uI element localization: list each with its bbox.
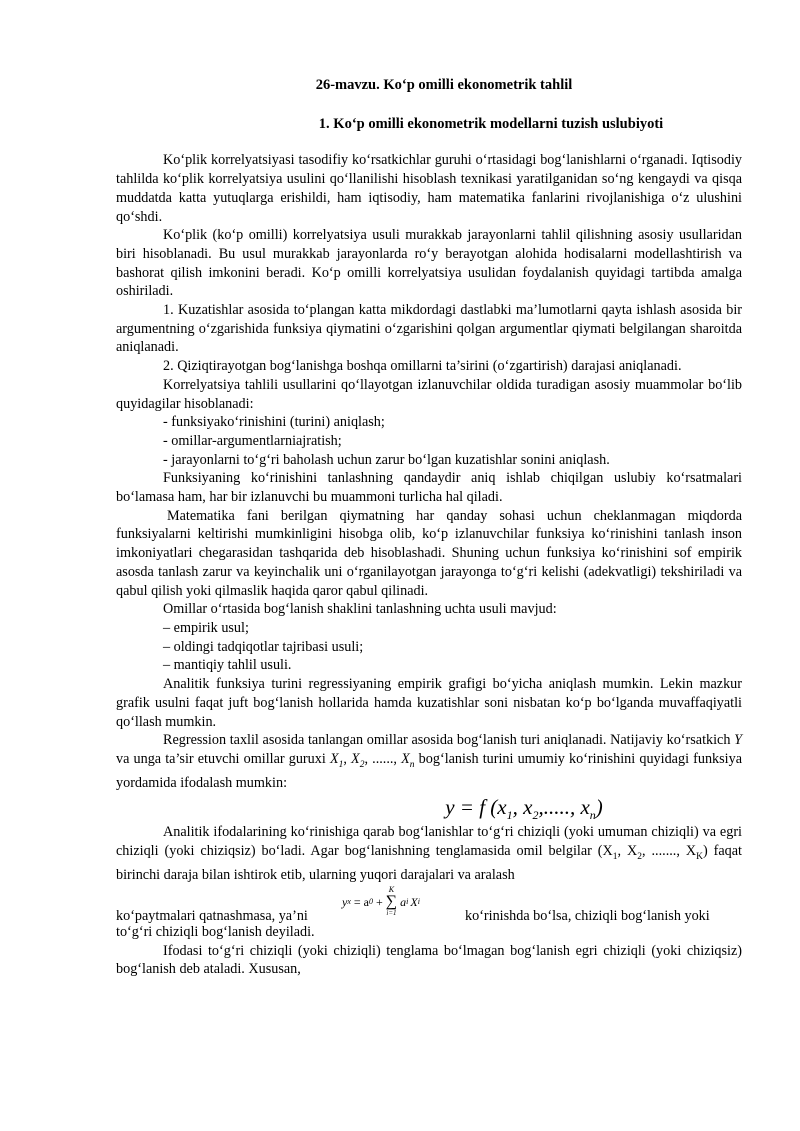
paragraph: Matematika fani berilgan qiymatning har qanday sohasi uchun cheklanmagan miqdorda funksiyalarni keltirishi mumkinligini hisobga olib, ko‘p izlanuvchilar funksiya ko‘rinishini tanlash inson imkoniyatlari chegarasidan tashqarida deb hisoblashadi. Shuning uchun funksiya ko‘rinishini sof empirik asosda tanlash zarur va keyinchalik uni o‘rganilayotgan jarayonga to‘g‘ri kelishi (adekvatligi) tekshiriladi va qabul qilish yoki qilmaslik haqida qaror qabul qilinadi.: [116, 507, 742, 599]
subscript: 1: [612, 851, 618, 862]
text-run: bog‘lanish turini umumiy ko‘rinishini quyidagi funksiya yordamida ifodalash mumkin:: [116, 750, 743, 792]
paragraph-analytic: [116, 823, 742, 885]
text-run: Analitik ifodalarining ko‘rinishiga qarab bog‘lanishlar to‘g‘ri chiziqli (yoki umuman chiziqli) va egri chiziqli (yoki chiziqsiz) bo‘ladi. Agar bog‘lanishning tenglamasida omil belgilar (X: [116, 824, 742, 859]
formula-part: X: [410, 894, 418, 909]
subscript: 1: [338, 759, 344, 770]
document-page: [116, 76, 742, 979]
formula-part: ,....., x: [538, 795, 590, 820]
subscript: 2: [359, 759, 365, 770]
paragraph: to‘g‘ri chiziqli bog‘lanish deyiladi.: [116, 924, 315, 941]
sigma-symbol: ∑: [385, 893, 398, 911]
paragraph: Funksiyaning ko‘rinishini tanlashning qandaydir aniq ishlab chiqilgan uslubiy ko‘rsatmalari bo‘lamasa ham, har bir izlanuvchi bu muammoni turlicha hal qiladi.: [116, 470, 742, 506]
formula-subscript: 1: [506, 808, 513, 823]
list-item: - omillar-argumentlarniajratish;: [163, 432, 342, 449]
list-item: – empirik usul;: [163, 619, 249, 636]
formula-subscript: i: [406, 896, 409, 906]
paragraph: Korrelyatsiya tahlili usullarini qo‘llayotgan izlanuvchilar oldida turadigan asosiy muammolar bo‘lib quyidagilar hisoblanadi:: [116, 376, 742, 412]
formula-subscript: i: [417, 896, 420, 906]
subscript: 2: [637, 851, 643, 862]
text-run: Regression taxlil asosida tanlangan omillar asosida bog‘lanish turi aniqlanadi. Natijaviy ko‘rsatkich: [163, 732, 735, 749]
formula-part: a: [397, 894, 407, 909]
formula-part: +: [372, 894, 386, 909]
sum-formula-line: [116, 885, 742, 925]
paragraph: Analitik funksiya turini regressiyaning empirik grafigi bo‘yicha aniqlash mumkin. Lekin mazkur grafik usulni faqat juft bog‘lanish hollarida hamda kuzatishlar soni nisbatan ko‘p bo‘lganda muvaffaqiyatli qo‘llash mumkin.: [116, 676, 742, 730]
formula-part: = a: [350, 894, 369, 909]
text-run: ,: [343, 750, 352, 767]
text-run: , ......,: [364, 750, 402, 767]
text-run: , X: [617, 842, 638, 859]
paragraph-regression: [116, 731, 742, 793]
subscript: K: [696, 851, 703, 862]
formula-sum: [342, 885, 420, 918]
list-item: - jarayonlarni to‘g‘ri baholash uchun zarur bo‘lgan kuzatishlar sonini aniqlash.: [163, 451, 610, 468]
list-item: – oldingi tadqiqotlar tajribasi usuli;: [163, 638, 364, 655]
formula-part: y = f (x: [445, 795, 507, 820]
text-run: ko‘rinishda bo‘lsa, chiziqli bog‘lanish yoki: [465, 908, 710, 925]
variable-y: Y: [734, 732, 742, 749]
paragraph: Ko‘plik korrelyatsiyasi tasodifiy ko‘rsatkichlar guruhi o‘rtasidagi bog‘lanishlarni o‘rganadi. Iqtisodiy tahlilda ko‘plik korrelyatsiya usulini qo‘llanilishi hisoblash texnikasi yaratilganidan so‘ng kengaydi va qisqa muddatda katta yutuqlarga erishildi, ham iqtisodiy, ham matematika fanlarini rivojlanishiga o‘z ulushini qo‘shdi.: [116, 152, 742, 225]
formula-part: , x: [512, 795, 533, 820]
list-item: - funksiyako‘rinishini (turini) aniqlash;: [163, 414, 385, 431]
paragraph: Ifodasi to‘g‘ri chiziqli (yoki chiziqli) tenglama bo‘lmagan bog‘lanish egri chiziqli (yoki chiziqsiz) bog‘lanish deb ataladi. Xususan,: [116, 942, 742, 978]
paragraph: 1. Kuzatishlar asosida to‘plangan katta mikdordagi dastlabki ma’lumotlarni qayta ishlash asosida bir argumentning o‘zgarishida funksiya qiymatini o‘zgarishini qolgan argumentlar qiymati belgilangan sharoitda aniqlanadi.: [116, 302, 742, 356]
variable-x2: X: [351, 750, 360, 767]
sigma-lower: i=1: [386, 909, 397, 918]
formula-part: y: [342, 894, 348, 909]
sigma-block: [386, 885, 397, 918]
subscript: n: [409, 759, 415, 770]
formula-subscript: 0: [368, 896, 373, 906]
formula-subscript: 2: [532, 808, 539, 823]
text-run: , ......., X: [642, 842, 697, 859]
variable-xn: X: [401, 750, 410, 767]
list-item: – mantiqiy tahlil usuli.: [163, 657, 292, 674]
formula-subscript: x: [347, 896, 351, 906]
section-heading: 1. Ko‘p omilli ekonometrik modellarni tuzish uslubiyoti: [318, 115, 664, 132]
formula-part: ): [595, 795, 603, 820]
paragraph: Ko‘plik (ko‘p omilli) korrelyatsiya usuli murakkab jarayonlarni tahlil qilishning asosiy usullaridan biri hisoblanadi. Bu usul murakkab jarayonlarda ro‘y berayotgan alohida hodisalarni modellashtirish va bashorat qilish imkonini beradi. Ko‘p omilli korrelyatsiya usulidan foydalanish quyidagi tartibda amalga oshiriladi.: [116, 227, 742, 300]
variable-x1: X: [329, 750, 339, 767]
formula-general: [116, 793, 742, 823]
paragraph: Omillar o‘rtasida bog‘lanish shaklini tanlashning uchta usuli mavjud:: [163, 601, 557, 618]
paragraph: 2. Qiziqtirayotgan bog‘lanishga boshqa omillarni ta’sirini (o‘zgartirish) darajasi aniqlanadi.: [163, 358, 682, 375]
text-run: ) faqat birinchi daraja bilan ishtirok etib, ularning yuqori darajalari va aralash: [116, 842, 742, 884]
text-run: va unga ta’sir etuvchi omillar guruxi: [116, 750, 330, 767]
formula-subscript: n: [589, 808, 596, 823]
sigma-upper: K: [388, 885, 395, 895]
text-run: ko‘paytmalari qatnashmasa, ya’ni: [116, 908, 308, 925]
document-title: 26-mavzu. Ko‘p omilli ekonometrik tahlil: [315, 77, 573, 93]
